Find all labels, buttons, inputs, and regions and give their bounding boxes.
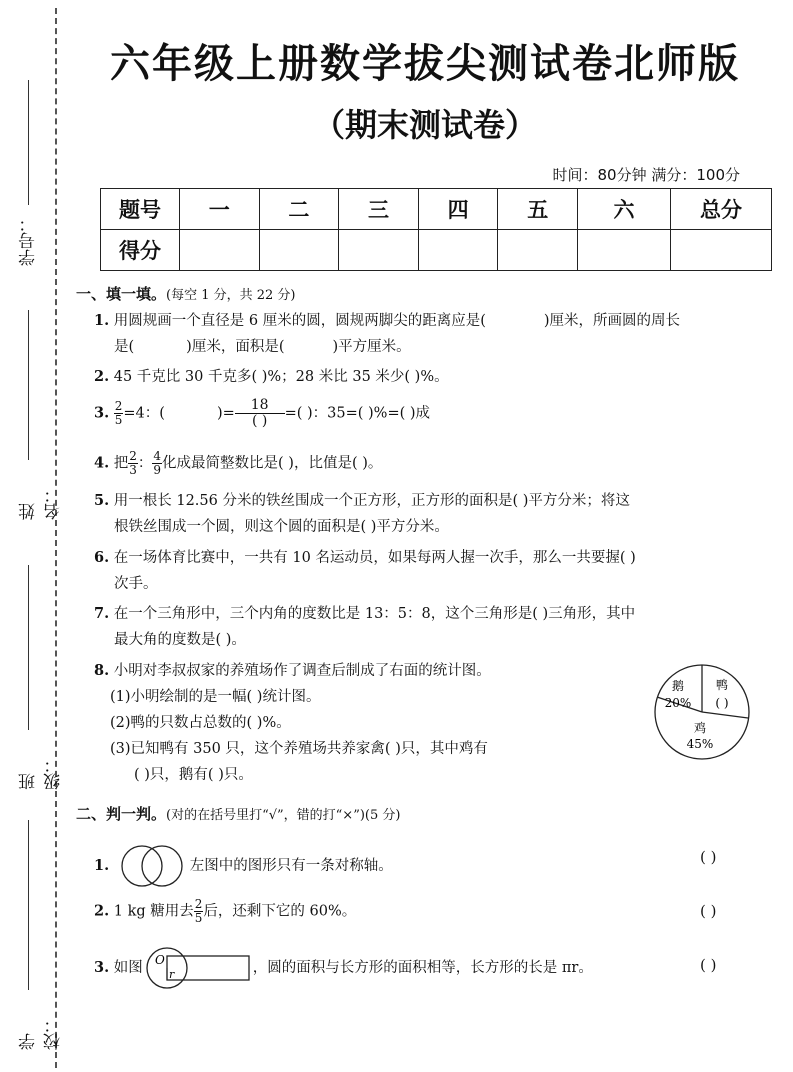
pie-label-chicken: 鸡	[693, 721, 707, 735]
name-field	[14, 310, 64, 520]
question-text: 化成最简整数比是( )，比值是( )。	[162, 455, 383, 472]
cut-line	[55, 8, 57, 1068]
question-text: 根铁丝围成一个圆，则这个圆的面积是( )平方分米。	[114, 519, 449, 535]
table-cell: 二	[259, 189, 339, 230]
question-number: 3.	[94, 959, 110, 976]
question-text: )厘米，所画圆的周长	[543, 313, 681, 329]
question-text: 次手。	[114, 576, 158, 592]
question-text: 左图中的图形只有一条对称轴。	[189, 858, 393, 874]
question-number: 8.	[94, 662, 110, 679]
section-2-note: (对的在括号里打“√”，错的打“×”)(5 分)	[166, 808, 401, 823]
question-1-4	[94, 450, 754, 477]
section-2-title: 二、判一判。	[76, 805, 167, 823]
score-cell[interactable]	[180, 230, 260, 271]
score-cell[interactable]	[339, 230, 419, 271]
fraction: $\frac{18}{( )}$	[235, 398, 285, 429]
question-text: 把	[113, 455, 129, 472]
fraction: $\frac{2}{5}$	[114, 399, 123, 427]
question-1-6	[94, 545, 754, 597]
pie-label-goose: 鹅	[671, 679, 685, 693]
section-2-heading	[76, 803, 400, 824]
circle-rectangle-figure	[143, 946, 253, 990]
section-1-heading	[76, 283, 296, 304]
fraction: $\frac{4}{9}$	[153, 449, 162, 477]
question-number: 1.	[94, 857, 110, 874]
question-text: 用一根长 12.56 分米的铁丝围成一个正方形，正方形的面积是( )平方分米；将这	[113, 493, 630, 509]
question-text: =4：(	[123, 405, 165, 422]
question-1-5	[94, 488, 754, 540]
question-text: ，圆的面积与长方形的面积相等，长方形的长是 πr。	[252, 960, 593, 976]
school-label: 学校：	[19, 1016, 64, 1050]
question-number: 2.	[94, 368, 110, 385]
fraction: $\frac{2}{5}$	[194, 897, 203, 925]
question-text: (1)小明绘制的是一幅( )统计图。	[110, 689, 321, 705]
fraction: $\frac{2}{3}$	[129, 449, 137, 477]
question-1-2	[94, 364, 754, 390]
question-number: 6.	[94, 549, 110, 566]
question-text: 45 千克比 30 千克多( )%；28 米比 35 米少( )%。	[113, 369, 449, 385]
section-1-title: 一、填一填。	[76, 285, 167, 303]
question-number: 4.	[94, 454, 110, 472]
question-2-1	[94, 844, 754, 888]
poultry-pie-chart	[652, 662, 752, 762]
section-1-note: (每空 1 分，共 22 分)	[166, 288, 296, 303]
question-text: 用圆规画一个直径是 6 厘米的圆，圆规两脚尖的距离应是(	[113, 313, 486, 329]
score-cell[interactable]	[578, 230, 671, 271]
radius-label: r	[168, 968, 175, 981]
table-cell: 一	[180, 189, 260, 230]
answer-paren[interactable]: ( )	[700, 848, 717, 866]
table-cell: 总分	[671, 189, 772, 230]
question-text: 在一个三角形中，三个内角的度数比是 13：5：8，这个三角形是( )三角形，其中	[113, 606, 636, 622]
question-text: (3)已知鸭有 350 只，这个养殖场共养家禽( )只，其中鸡有	[110, 741, 488, 757]
question-text: ：	[137, 455, 153, 472]
question-text: 最大角的度数是( )。	[114, 632, 246, 648]
table-cell: 六	[578, 189, 671, 230]
page-title: 六年级上册数学拔尖测试卷北师版	[110, 41, 740, 87]
table-cell: 四	[418, 189, 498, 230]
question-number: 3.	[94, 404, 110, 422]
question-1-1	[94, 308, 754, 360]
question-number: 5.	[94, 492, 110, 509]
two-circles-figure	[114, 844, 190, 888]
score-table-header-row	[101, 189, 772, 230]
class-label: 班级：	[19, 756, 64, 790]
pie-pct-chicken: 45%	[686, 737, 714, 751]
question-2-2	[94, 898, 754, 925]
score-cell[interactable]	[418, 230, 498, 271]
table-cell: 五	[498, 189, 578, 230]
answer-paren[interactable]: ( )	[700, 956, 717, 974]
question-text: )厘米，面积是(	[186, 339, 285, 355]
question-1-8	[94, 658, 634, 788]
question-text: 在一场体育比赛中，一共有 10 名运动员，如果每两人握一次手，那么一共要握( )	[113, 550, 636, 566]
table-cell: 三	[339, 189, 419, 230]
score-cell[interactable]	[259, 230, 339, 271]
school-field	[14, 820, 64, 1050]
question-text: )平方厘米。	[332, 339, 411, 355]
question-text: 是(	[114, 339, 135, 355]
question-number: 7.	[94, 605, 110, 622]
question-text: 1 kg 糖用去	[113, 903, 194, 920]
question-text: 如图	[113, 960, 143, 976]
pie-divider	[702, 712, 748, 718]
pie-label-duck: 鸭	[715, 678, 729, 692]
question-text: ( )只，鹅有( )只。	[134, 767, 253, 783]
center-label: O	[154, 953, 165, 967]
question-number: 2.	[94, 902, 110, 920]
question-text: 后，还剩下它的 60%。	[203, 903, 357, 920]
score-cell[interactable]	[671, 230, 772, 271]
question-1-3	[94, 398, 754, 429]
question-text: 小明对李叔叔家的养殖场作了调查后制成了右面的统计图。	[113, 663, 491, 679]
question-1-7	[94, 601, 754, 653]
answer-paren[interactable]: ( )	[700, 902, 717, 920]
class-field	[14, 565, 64, 790]
student-id-field	[14, 80, 44, 270]
table-cell: 得分	[101, 230, 180, 271]
pie-pct-duck: ( )	[715, 696, 729, 710]
page-subtitle: （期末测试卷）	[312, 106, 537, 144]
question-2-3	[94, 946, 754, 990]
student-id-label: 学号：	[19, 215, 39, 266]
question-number: 1.	[94, 312, 110, 329]
score-cell[interactable]	[498, 230, 578, 271]
score-table	[100, 188, 772, 271]
binding-sidebar	[0, 0, 70, 1072]
score-table-score-row	[101, 230, 772, 271]
time-info: 时间：80分钟 满分：100分	[552, 166, 740, 184]
question-text: )=	[216, 405, 235, 422]
name-label: 姓名：	[19, 486, 64, 520]
question-text: (2)鸭的只数占总数的( )%。	[110, 715, 291, 731]
question-text: =( )：35=( )%=( )成	[284, 405, 431, 422]
pie-pct-goose: 20%	[664, 696, 692, 710]
table-cell: 题号	[101, 189, 180, 230]
